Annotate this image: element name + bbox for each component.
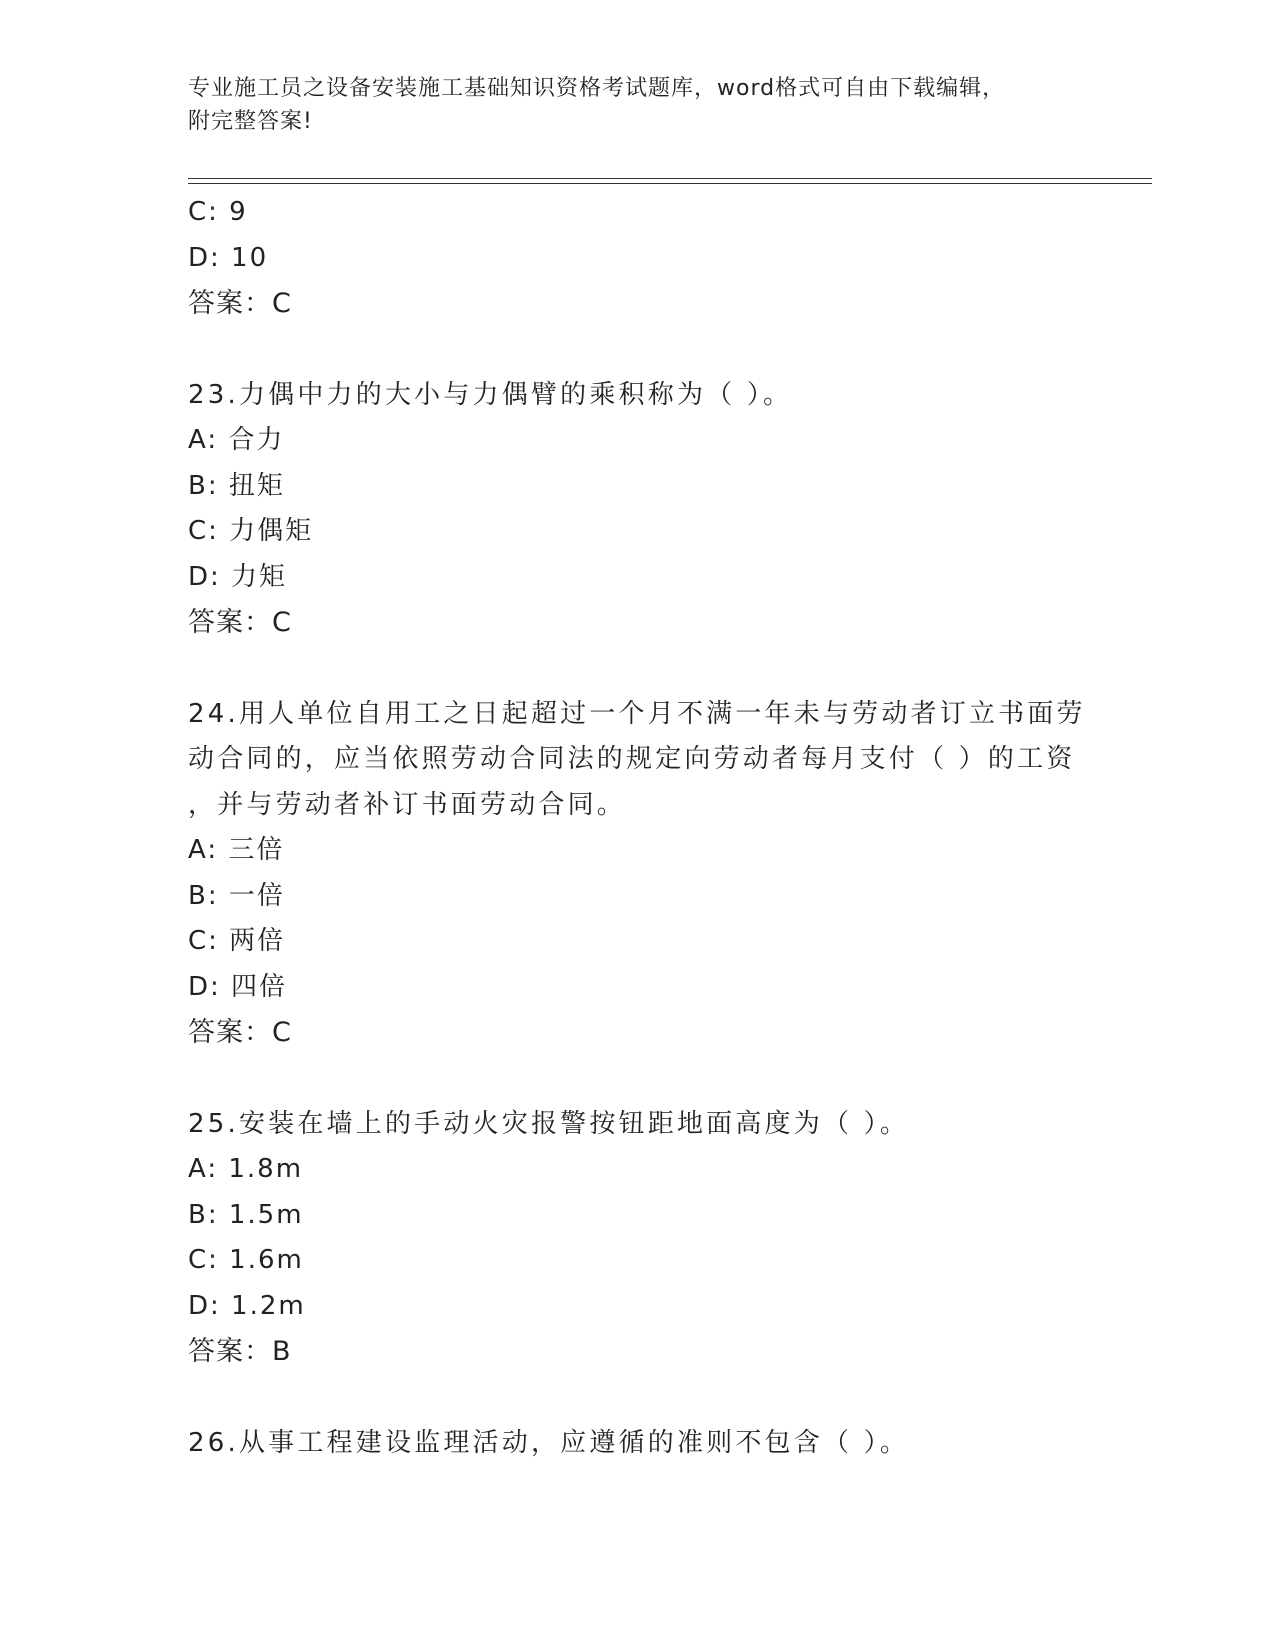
option-c: C: 9: [188, 197, 248, 227]
spacer: [188, 1375, 1088, 1421]
document-header: [188, 72, 1088, 138]
question-26: [188, 1421, 1088, 1467]
option-d: D: 四倍: [188, 971, 288, 1002]
option-b: B: 1.5m: [188, 1199, 304, 1230]
option-c: C: 两倍: [188, 926, 286, 956]
question-23: [188, 373, 1088, 646]
answer: 答案：C: [188, 288, 292, 319]
question-text-line-3: ，并与劳动者补订书面劳动合同。: [188, 789, 627, 820]
header-line-2: 附完整答案!: [188, 109, 313, 134]
question-text-line-2: 动合同的，应当依照劳动合同法的规定向劳动者每月支付（ ）的工资: [188, 744, 1076, 774]
spacer: [188, 327, 1088, 373]
question-24: [188, 692, 1088, 1056]
option-d: D: 1.2m: [188, 1290, 306, 1321]
option-d: D: 力矩: [188, 561, 288, 592]
answer: 答案：B: [188, 1336, 292, 1367]
option-b: B: 一倍: [188, 880, 285, 911]
option-d: D: 10: [188, 242, 269, 273]
header-line-1: 专业施工员之设备安装施工基础知识资格考试题库，word格式可自由下载编辑，: [188, 76, 1006, 101]
answer: 答案：C: [188, 1017, 292, 1048]
spacer: [188, 1056, 1088, 1102]
question-text-line-1: 24.用人单位自用工之日起超过一个月不满一年未与劳动者订立书面劳: [188, 698, 1086, 729]
question-text: 26.从事工程建设监理活动，应遵循的准则不包含（ ）。: [188, 1427, 910, 1458]
header-divider-top: [188, 178, 1152, 179]
spacer: [188, 646, 1088, 692]
option-c: C: 力偶矩: [188, 516, 314, 546]
question-text: 23.力偶中力的大小与力偶臂的乘积称为（ ）。: [188, 379, 793, 410]
header-divider-bottom: [188, 183, 1152, 184]
question-25: [188, 1102, 1088, 1375]
question-22-fragment: [188, 190, 1088, 327]
question-list: [188, 190, 1088, 1466]
question-text: 25.安装在墙上的手动火灾报警按钮距地面高度为（ ）。: [188, 1108, 910, 1139]
option-a: A: 1.8m: [188, 1154, 304, 1184]
option-c: C: 1.6m: [188, 1245, 304, 1275]
option-b: B: 扭矩: [188, 470, 285, 501]
option-a: A: 合力: [188, 425, 285, 455]
option-a: A: 三倍: [188, 835, 285, 865]
answer: 答案：C: [188, 607, 292, 638]
